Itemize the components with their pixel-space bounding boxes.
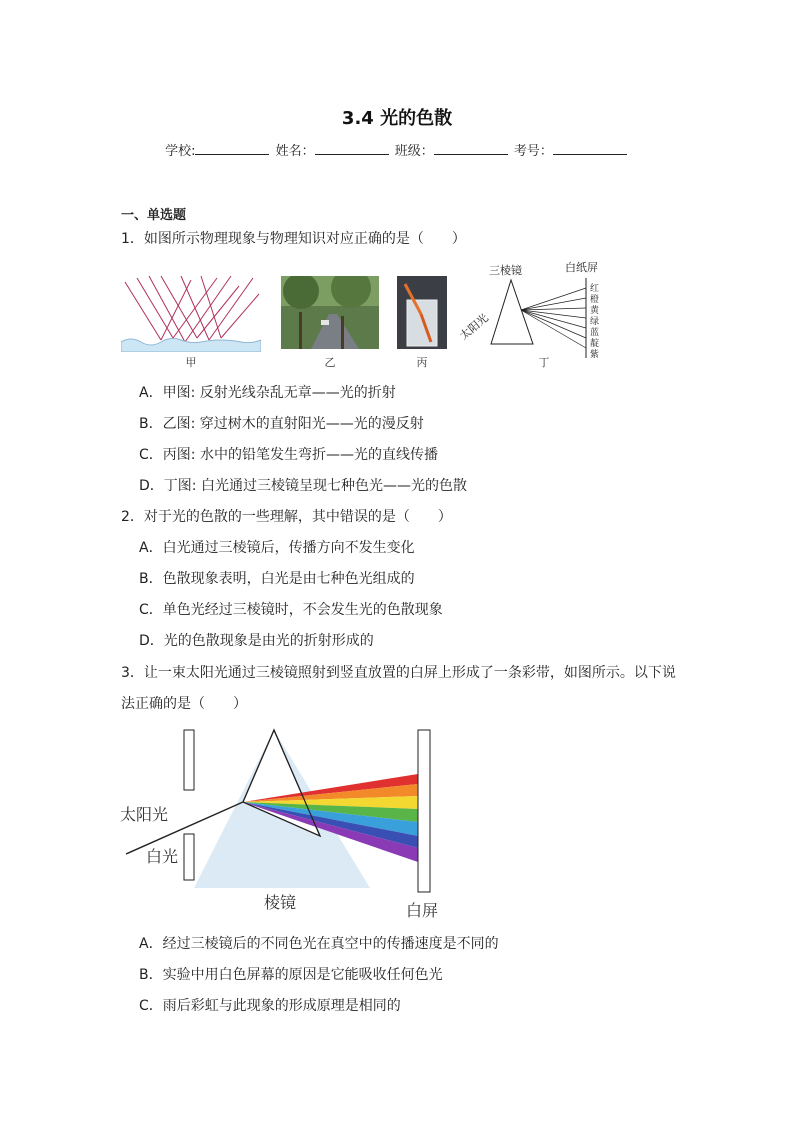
q2-option-d[interactable]: D．光的色散现象是由光的折射形成的 [139,633,374,649]
q1-option-b[interactable]: B．乙图: 穿过树木的直射阳光——光的漫反射 [139,416,424,432]
number-blank[interactable] [553,142,627,155]
name-label: 姓名： [275,144,315,159]
svg-text:绿: 绿 [590,317,600,327]
svg-text:黄: 黄 [590,306,600,316]
label-sunlight: 太阳光 [120,805,169,824]
label-white-paper-screen: 白纸屏 [565,261,598,274]
q3-option-a[interactable]: A．经过三棱镜后的不同色光在真空中的传播速度是不同的 [139,936,499,952]
school-blank[interactable] [195,142,269,155]
label-white-light: 白光 [146,847,179,866]
student-info-line [0,140,794,159]
name-blank[interactable] [315,142,389,155]
question-1-stem: 1．如图所示物理现象与物理知识对应正确的是（ ） [121,231,466,247]
svg-text:紫: 紫 [590,350,600,360]
q2-option-a[interactable]: A．白光通过三棱镜后，传播方向不发生变化 [139,540,415,556]
svg-text:橙: 橙 [590,295,600,305]
page-title: 3.4 光的色散 [341,108,453,129]
svg-text:蓝: 蓝 [590,328,600,338]
label-sunlight: 太阳光 [457,311,491,343]
prism-shape [491,280,533,344]
white-screen [418,730,430,892]
figure-bing-pencil-in-water [397,276,447,349]
label-screen: 白屏 [406,901,439,920]
aperture-top [184,730,194,790]
class-blank[interactable] [434,142,508,155]
q3-option-b[interactable]: B．实验中用白色屏幕的原因是它能吸收任何色光 [139,967,443,983]
caption-bing: 丙 [416,356,428,369]
light-rays [125,276,259,342]
question-3-stem-line1: 3．让一束太阳光通过三棱镜照射到竖直放置的白屏上形成了一条彩带，如图所示。以下说 [121,665,676,681]
q2-option-c[interactable]: C．单色光经过三棱镜时，不会发生光的色散现象 [139,602,443,618]
q1-option-d[interactable]: D．丁图: 白光通过三棱镜呈现七种色光——光的色散 [139,478,467,494]
caption-ding: 丁 [538,356,550,369]
class-label: 班级： [394,144,434,159]
q2-option-b[interactable]: B．色散现象表明，白光是由七种色光组成的 [139,571,415,587]
label-prism: 三棱镜 [489,264,522,277]
school-label: 学校: [165,144,196,159]
svg-text:红: 红 [590,284,600,294]
color-labels [590,282,600,360]
aperture-bottom [184,834,194,880]
caption-jia: 甲 [185,356,197,369]
q1-option-c[interactable]: C．丙图: 水中的铅笔发生弯折——光的直线传播 [139,447,438,463]
caption-yi: 乙 [324,356,336,369]
q3-option-c[interactable]: C．雨后彩虹与此现象的形成原理是相同的 [139,998,401,1014]
label-prism: 棱镜 [264,893,297,912]
svg-text:靛: 靛 [590,339,600,349]
q1-option-a[interactable]: A．甲图: 反射光线杂乱无章——光的折射 [139,385,396,401]
figure-ding-prism-dispersion [455,258,615,368]
figure-yi-trees-photo [281,276,379,349]
section-heading: 一、单选题 [121,208,187,223]
question-3-stem-line2: 法正确的是（ ） [121,696,247,712]
question-2-stem: 2．对于光的色散的一些理解，其中错误的是（ ） [121,509,452,525]
number-label: 考号： [513,144,553,159]
figure-jia-diffuse-reflection [121,272,261,352]
figure-q3-prism-spectrum [118,726,448,926]
rough-surface [121,338,261,352]
dispersed-rays [521,288,586,348]
